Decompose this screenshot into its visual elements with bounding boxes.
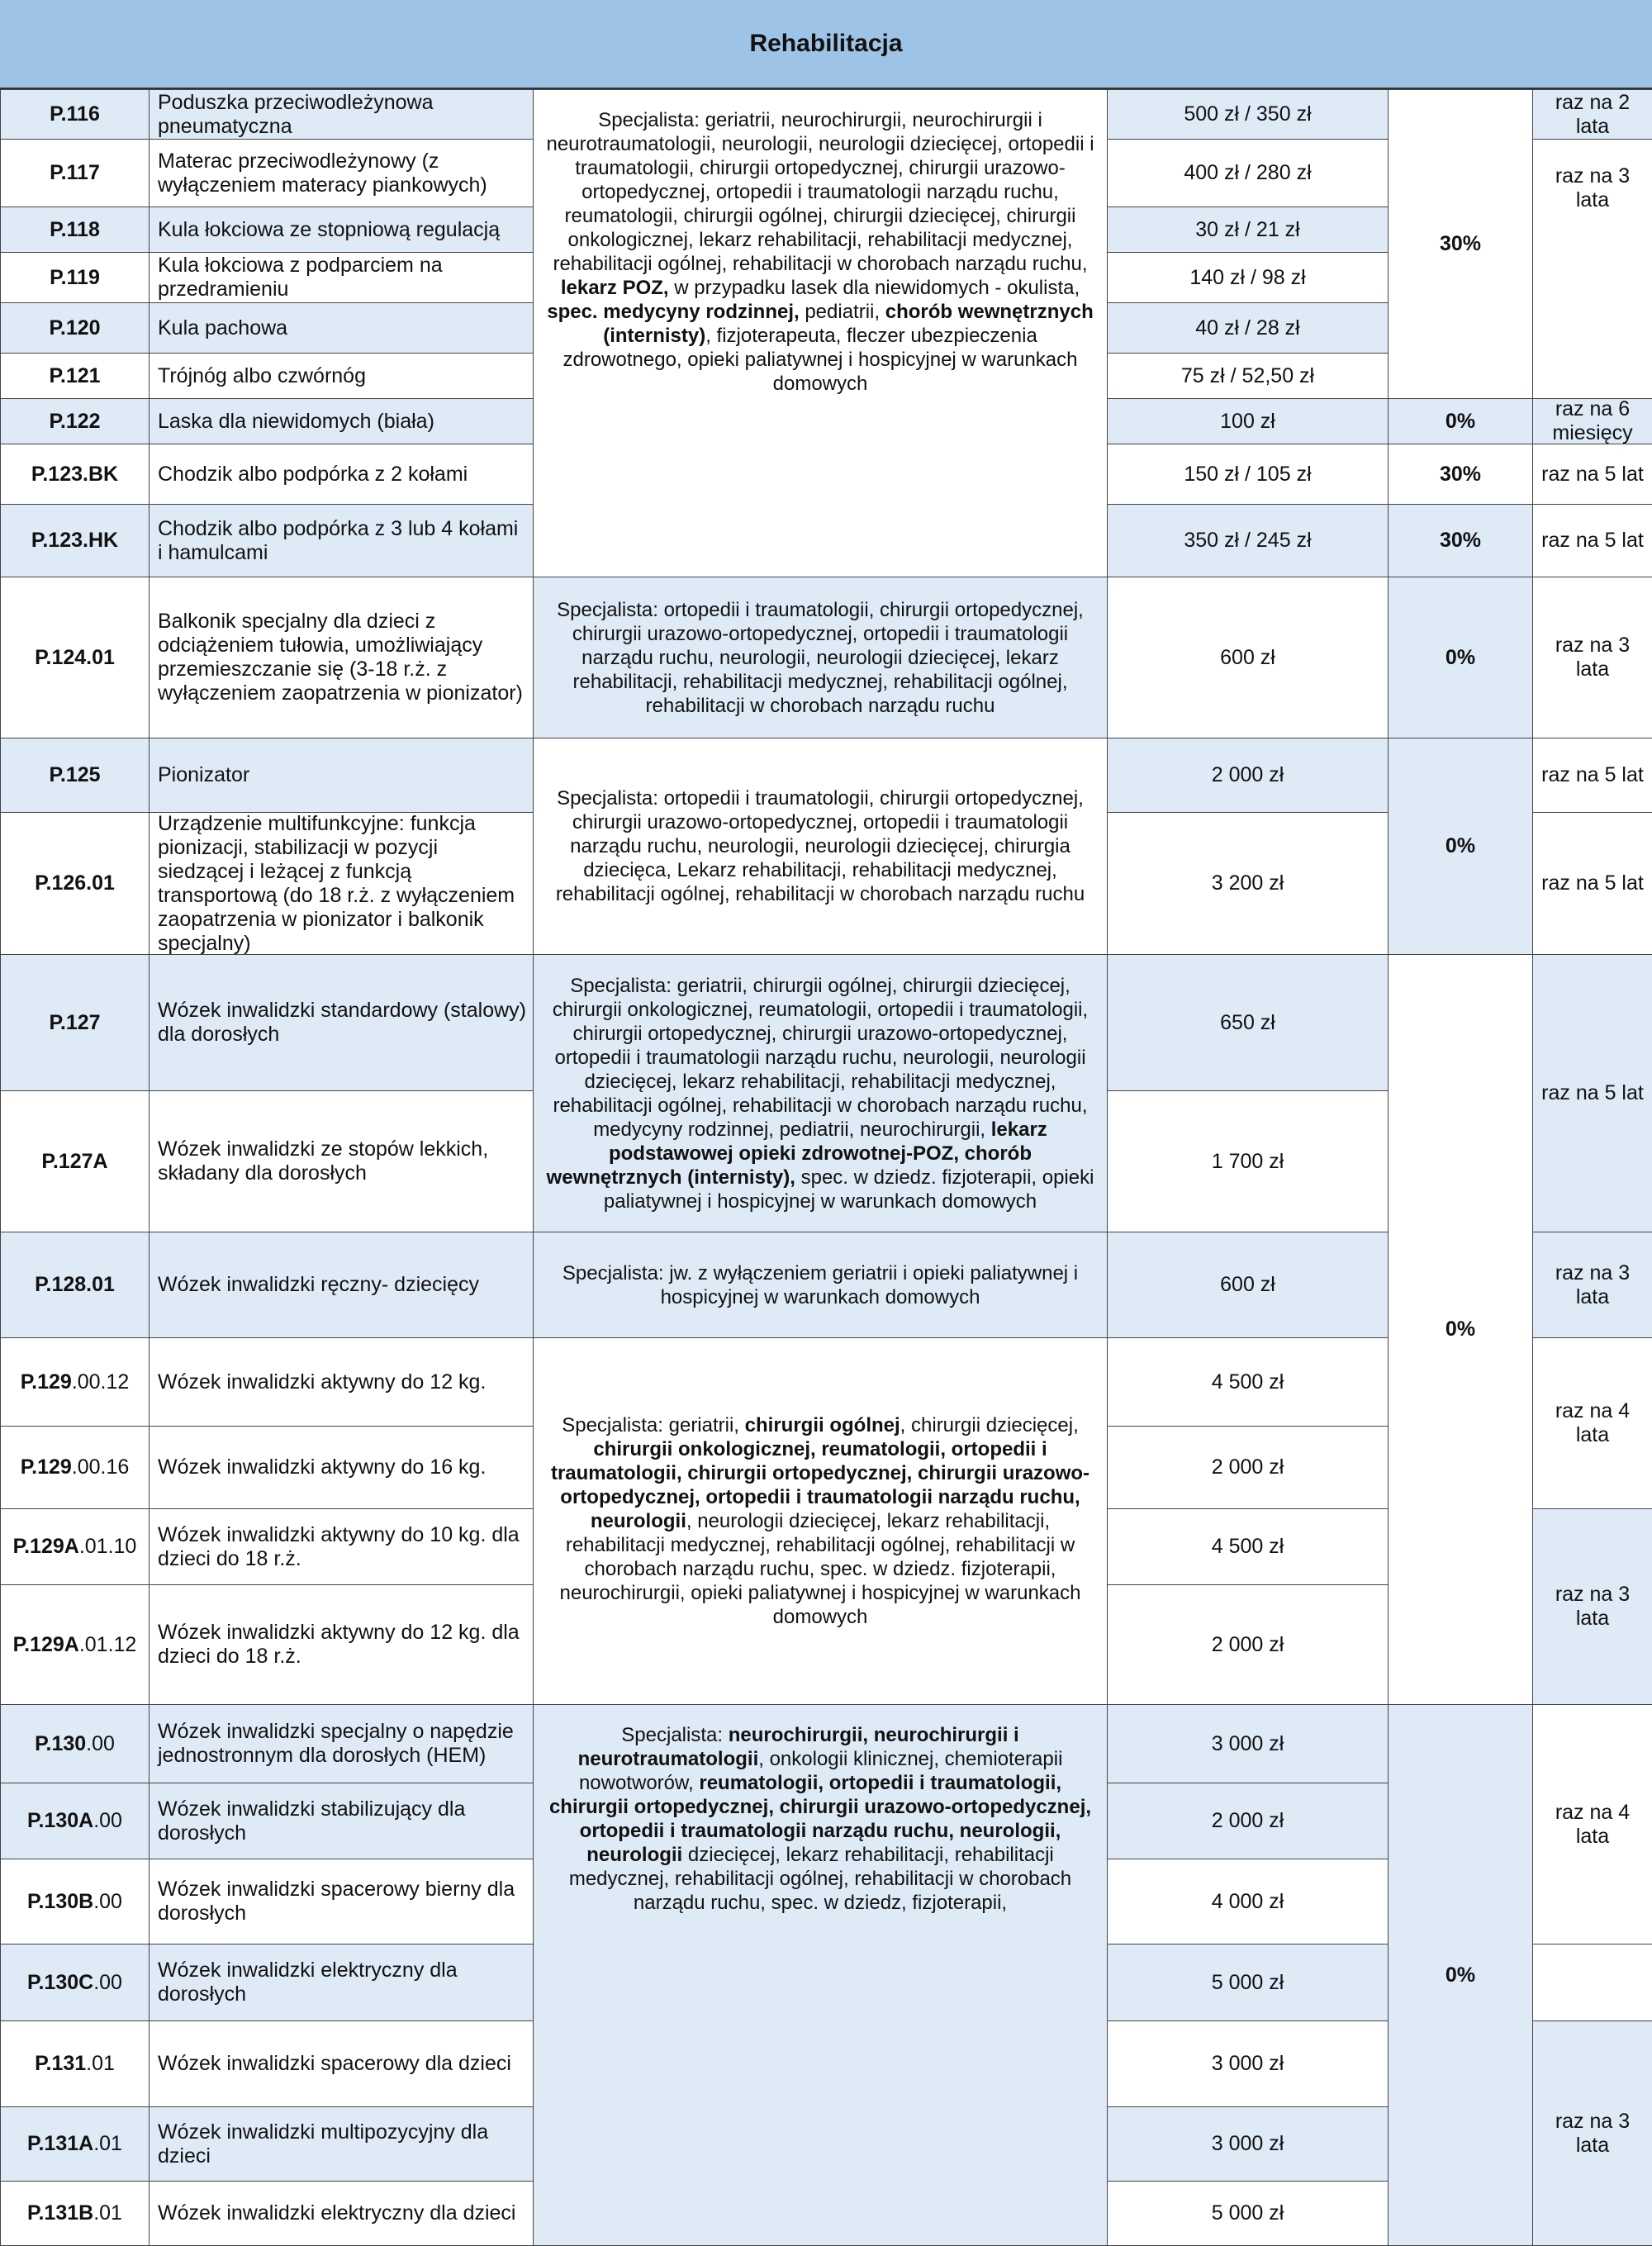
specialist-text: , chirurgii dziecięcej, [900, 1414, 1079, 1436]
refund-percentage: 30% [1388, 444, 1533, 505]
product-code-main: P.127 [49, 1010, 101, 1034]
price-limit: 40 zł / 28 zł [1107, 302, 1389, 354]
product-name: Kula łokciowa z podparciem na przedramieniu [149, 252, 534, 303]
product-code-main: P.129A [12, 1535, 79, 1558]
issue-frequency: raz na 5 lat [1532, 812, 1652, 955]
product-code [0, 139, 150, 207]
product-code [0, 1783, 150, 1859]
product-name: Poduszka przeciwodleżynowa pneumatyczna [149, 89, 534, 140]
product-code-main: P.129A [12, 1632, 79, 1656]
issue-frequency: raz na 3 lata [1532, 2020, 1652, 2246]
issue-frequency: raz na 5 lat [1532, 444, 1652, 505]
issue-frequency: raz na 4 lata [1532, 1704, 1652, 1944]
issue-frequency: raz na 3 lata [1532, 139, 1652, 399]
refund-percentage: 0% [1388, 577, 1533, 738]
price-limit: 3 000 zł [1107, 1704, 1389, 1783]
price-limit: 500 zł / 350 zł [1107, 89, 1389, 140]
product-code [0, 207, 150, 253]
specialist-text: Specjalista: ortopedii i traumatologii, chirurgii ortopedycznej, chirurgii urazowo-ortopedycznej, ortopedii i traumatologii narządu ruchu, neurologii, neurologii dziecięcej, chirurgia dziecięca, Lekarz rehabilitacji, rehabilitacji medycznej, rehabilitacji ogólnej, rehabilitacji w chorobach narządu ruchu [555, 787, 1085, 905]
specialist-text: spec. w dziedz. fizjoterapii, opieki paliatywnej i hospicyjnej w warunkach domowych [603, 1166, 1094, 1213]
product-name: Wózek inwalidzki aktywny do 16 kg. [149, 1426, 534, 1509]
product-code-suffix: .00 [86, 1731, 115, 1755]
issue-frequency: raz na 6 miesięcy [1532, 398, 1652, 444]
price-limit: 4 000 zł [1107, 1859, 1389, 1944]
product-name: Wózek inwalidzki spacerowy bierny dla dorosłych [149, 1859, 534, 1944]
product-name: Wózek inwalidzki ręczny- dziecięcy [149, 1232, 534, 1338]
specialist-emphasis: lekarz POZ, [560, 277, 669, 299]
product-code-main: P.120 [49, 316, 101, 340]
issue-frequency: raz na 5 lat [1532, 504, 1652, 577]
prescribing-specialists [533, 1232, 1108, 1338]
product-name: Wózek inwalidzki aktywny do 12 kg. dla dzieci do 18 r.ż. [149, 1584, 534, 1705]
price-limit: 3 200 zł [1107, 812, 1389, 955]
refund-percentage: 0% [1388, 398, 1533, 444]
product-name: Wózek inwalidzki spacerowy dla dzieci [149, 2020, 534, 2107]
product-code-main: P.125 [49, 763, 101, 786]
product-name: Balkonik specjalny dla dzieci z odciążeniem tułowia, umożliwiający przemieszczanie się (3-18 r.ż. z wyłączeniem zaopatrzenia w pionizator) [149, 577, 534, 738]
prescribing-specialists [533, 1337, 1108, 1705]
product-name: Wózek inwalidzki aktywny do 12 kg. [149, 1337, 534, 1427]
product-name: Wózek inwalidzki aktywny do 10 kg. dla dzieci do 18 r.ż. [149, 1508, 534, 1585]
price-limit: 2 000 zł [1107, 1426, 1389, 1509]
product-code-main: P.130A [27, 1809, 94, 1832]
product-code-suffix: .01.10 [78, 1535, 137, 1558]
product-code-main: P.131B [27, 2201, 94, 2225]
specialist-text: Specjalista: ortopedii i traumatologii, chirurgii ortopedycznej, chirurgii urazowo-ortopedycznej, ortopedii i traumatologii narządu ruchu, neurologii, neurologii dziecięcej, lekarz rehabilitacji, rehabilitacji medycznej, rehabilitacji ogólnej, rehabilitacji w chorobach narządu ruchu [557, 598, 1084, 717]
product-code [0, 954, 150, 1091]
price-limit: 30 zł / 21 zł [1107, 207, 1389, 253]
product-name: Wózek inwalidzki ze stopów lekkich, składany dla dorosłych [149, 1090, 534, 1232]
price-limit: 75 zł / 52,50 zł [1107, 353, 1389, 399]
specialist-emphasis: chirurgii ogólnej [744, 1414, 900, 1436]
product-code [0, 1508, 150, 1585]
price-limit: 600 zł [1107, 577, 1389, 738]
product-code-main: P.127A [41, 1149, 108, 1173]
product-code [0, 812, 150, 955]
product-code [0, 398, 150, 444]
prescribing-specialists [533, 954, 1108, 1232]
specialist-emphasis: chorób wewnętrznych (internisty) [603, 301, 1094, 347]
product-code [0, 2106, 150, 2182]
product-code-suffix: .00 [93, 1889, 122, 1913]
product-code-main: P.119 [50, 265, 100, 289]
product-code [0, 1584, 150, 1705]
product-code-suffix: .01 [93, 2132, 122, 2155]
price-limit: 150 zł / 105 zł [1107, 444, 1389, 505]
product-code-suffix: .00.12 [71, 1370, 130, 1394]
product-code [0, 1426, 150, 1509]
product-code-suffix: .01 [86, 2052, 115, 2075]
specialist-emphasis: neurochirurgii, neurochirurgii i neurotraumatologii [577, 1724, 1019, 1770]
specialists-text [542, 974, 1099, 1213]
prescribing-specialists [533, 1704, 1108, 2246]
product-name: Kula łokciowa ze stopniową regulacją [149, 207, 534, 253]
product-code [0, 1090, 150, 1232]
product-name: Wózek inwalidzki standardowy (stalowy) dla dorosłych [149, 954, 534, 1091]
product-code [0, 1859, 150, 1944]
price-limit: 4 500 zł [1107, 1337, 1389, 1427]
product-code-main: P.123.BK [31, 462, 119, 486]
product-name: Materac przeciwodleżynowy (z wyłączeniem materacy piankowych) [149, 139, 534, 207]
product-code [0, 1704, 150, 1783]
product-code [0, 577, 150, 738]
product-code [0, 302, 150, 354]
product-code-main: P.129 [20, 1370, 72, 1394]
product-name: Chodzik albo podpórka z 2 kołami [149, 444, 534, 505]
product-code-main: P.126.01 [35, 871, 115, 895]
price-limit: 350 zł / 245 zł [1107, 504, 1389, 577]
product-name: Wózek inwalidzki elektryczny dla dzieci [149, 2181, 534, 2246]
product-name: Chodzik albo podpórka z 3 lub 4 kołami i hamulcami [149, 504, 534, 577]
specialist-text: , onkologii klinicznej, chemioterapii nowotworów, [578, 1748, 1063, 1794]
product-code [0, 353, 150, 399]
issue-frequency: raz na 3 lata [1532, 1508, 1652, 1705]
specialists-text [542, 1261, 1099, 1309]
product-name: Laska dla niewidomych (biała) [149, 398, 534, 444]
price-limit: 100 zł [1107, 398, 1389, 444]
product-code-main: P.117 [50, 161, 100, 184]
price-limit: 140 zł / 98 zł [1107, 252, 1389, 303]
specialist-emphasis: chirurgii onkologicznej, reumatologii, ortopedii i traumatologii, chirurgii ortopedycznej, chirurgii urazowo-ortopedycznej, ortopedii i traumatologii narządu ruchu, neurologii [550, 1438, 1090, 1532]
specialist-text: Specjalista: geriatrii, neurochirurgii, neurochirurgii i neurotraumatologii, neurologii, neurologii dziecięcej, ortopedii i traumatologii, chirurgii ortopedycznej, chirurgii urazowo-ortopedycznej, ortopedii i traumatologii narządu ruchu, reumatologii, chirurgii ogólnej, chirurgii dziecięcej, chirurgii onkologicznej, lekarz rehabilitacji, rehabilitacji medycznej, rehabilitacji ogólnej, rehabilitacji w chorobach narządu ruchu, [546, 109, 1094, 275]
product-code-main: P.131A [27, 2132, 94, 2155]
product-name: Urządzenie multifunkcyjne: funkcja pionizacji, stabilizacji w pozycji siedzącej i leżącej z funkcją transportową (do 18 r.ż. z wyłączeniem zaopatrzenia w pionizator i balkonik specjalny) [149, 812, 534, 955]
product-code-main: P.116 [50, 102, 100, 126]
product-code [0, 444, 150, 505]
price-limit: 600 zł [1107, 1232, 1389, 1338]
specialists-text [542, 1723, 1099, 1915]
product-code-suffix: .01 [93, 2201, 122, 2225]
product-name: Trójnóg albo czwórnóg [149, 353, 534, 399]
issue-frequency: raz na 4 lata [1532, 1337, 1652, 1509]
issue-frequency: raz na 3 lata [1532, 1232, 1652, 1338]
price-limit: 2 000 zł [1107, 738, 1389, 813]
product-name: Wózek inwalidzki multipozycyjny dla dzieci [149, 2106, 534, 2182]
product-code-suffix: .01.12 [78, 1632, 137, 1656]
product-code-main: P.118 [50, 217, 100, 241]
specialist-text: Specjalista: geriatrii, chirurgii ogólnej, chirurgii dziecięcej, chirurgii onkologicznej, reumatologii, ortopedii i traumatologii, chirurgii ortopedycznej, chirurgii urazowo-ortopedycznej, ortopedii i traumatologii narządu ruchu, neurologii, neurologii dziecięcej, lekarz rehabilitacji, rehabilitacji medycznej, rehabilitacji ogólnej, rehabilitacji w chorobach narządu ruchu, medycyny rodzinnej, pediatrii, neurochirurgii, [552, 974, 1089, 1141]
price-limit: 1 700 zł [1107, 1090, 1389, 1232]
section-title: Rehabilitacja [0, 0, 1652, 89]
specialists-text [542, 108, 1099, 396]
prescribing-specialists [533, 577, 1108, 738]
product-name: Wózek inwalidzki specjalny o napędzie jednostronnym dla dorosłych (HEM) [149, 1704, 534, 1783]
specialist-text: Specjalista: jw. z wyłączeniem geriatrii i opieki paliatywnej i hospicyjnej w warunkach domowych [562, 1261, 1079, 1308]
product-code-main: P.131 [35, 2052, 87, 2075]
product-name: Kula pachowa [149, 302, 534, 354]
price-limit: 2 000 zł [1107, 1783, 1389, 1859]
product-code-main: P.124.01 [35, 645, 115, 669]
product-code-main: P.129 [20, 1455, 72, 1479]
specialists-text [542, 598, 1099, 718]
product-code-main: P.130 [35, 1731, 87, 1755]
product-code [0, 252, 150, 303]
product-code [0, 1337, 150, 1427]
issue-frequency: raz na 3 lata [1532, 577, 1652, 738]
prescribing-specialists [533, 89, 1108, 577]
specialist-text: , fizjoterapeuta, fleczer ubezpieczenia zdrowotnego, opieki paliatywnej i hospicyjnej w warunkach domowych [563, 325, 1078, 395]
refund-percentage: 30% [1388, 89, 1533, 399]
specialists-text [542, 1413, 1099, 1629]
prescribing-specialists [533, 738, 1108, 955]
price-limit: 2 000 zł [1107, 1584, 1389, 1705]
product-code-main: P.122 [49, 409, 101, 433]
price-limit: 4 500 zł [1107, 1508, 1389, 1585]
issue-frequency: raz na 2 lata [1532, 89, 1652, 140]
refund-percentage: 0% [1388, 1704, 1533, 2246]
product-name: Wózek inwalidzki stabilizujący dla dorosłych [149, 1783, 534, 1859]
price-limit: 400 zł / 280 zł [1107, 139, 1389, 207]
product-code [0, 1944, 150, 2021]
product-code [0, 89, 150, 140]
product-code [0, 738, 150, 813]
price-limit: 650 zł [1107, 954, 1389, 1091]
product-code-suffix: .00.16 [71, 1455, 130, 1479]
specialist-emphasis: lekarz podstawowej opieki zdrowotnej-POZ, chorób wewnętrznych (internisty), [546, 1118, 1047, 1189]
product-code-suffix: .00 [93, 1970, 122, 1994]
specialist-text: Specjalista: geriatrii, [562, 1414, 745, 1436]
product-code-main: P.128.01 [35, 1273, 115, 1296]
specialist-text: dziecięcej, lekarz rehabilitacji, rehabilitacji medycznej, rehabilitacji ogólnej, rehabilitacji w chorobach narządu ruchu, spec. w dziedz, fizjoterapii, [568, 1844, 1072, 1914]
specialist-text: w przypadku lasek dla niewidomych - okulista, [668, 277, 1080, 299]
product-code-suffix: .00 [93, 1809, 122, 1832]
issue-frequency: raz na 5 lat [1532, 954, 1652, 1232]
product-code [0, 2020, 150, 2107]
specialists-text [542, 786, 1099, 906]
specialist-emphasis: spec. medycyny rodzinnej, [547, 301, 800, 323]
price-limit: 5 000 zł [1107, 2181, 1389, 2246]
product-name: Pionizator [149, 738, 534, 813]
product-name: Wózek inwalidzki elektryczny dla dorosłych [149, 1944, 534, 2021]
refund-percentage: 30% [1388, 504, 1533, 577]
specialist-text: , neurologii dziecięcej, lekarz rehabilitacji, rehabilitacji medycznej, rehabilitacji ogólnej, rehabilitacji w chorobach narządu ruchu, spec. w dziedz. fizjoterapii, neurochirurgii, opieki paliatywnej i hospicyjnej w warunkach domowych [559, 1510, 1081, 1628]
price-limit: 3 000 zł [1107, 2020, 1389, 2107]
specialist-text: pediatrii, [799, 301, 885, 323]
specialist-emphasis: reumatologii, ortopedii i traumatologii, chirurgii ortopedycznej, chirurgii urazowo-ortopedycznej, ortopedii i traumatologii narządu ruchu, neurologii, neurologii [548, 1772, 1092, 1866]
product-code [0, 2181, 150, 2246]
issue-frequency: raz na 5 lat [1532, 738, 1652, 813]
price-limit: 5 000 zł [1107, 1944, 1389, 2021]
issue-frequency [1532, 1944, 1652, 2021]
product-code-main: P.130C [27, 1970, 94, 1994]
price-limit: 3 000 zł [1107, 2106, 1389, 2182]
product-code [0, 1232, 150, 1338]
product-code [0, 504, 150, 577]
refund-percentage: 0% [1388, 954, 1533, 1705]
product-code-main: P.121 [49, 363, 101, 387]
product-code-main: P.123.HK [31, 529, 119, 552]
specialist-text: Specjalista: [621, 1724, 729, 1746]
product-code-main: P.130B [27, 1889, 94, 1913]
refund-percentage: 0% [1388, 738, 1533, 955]
